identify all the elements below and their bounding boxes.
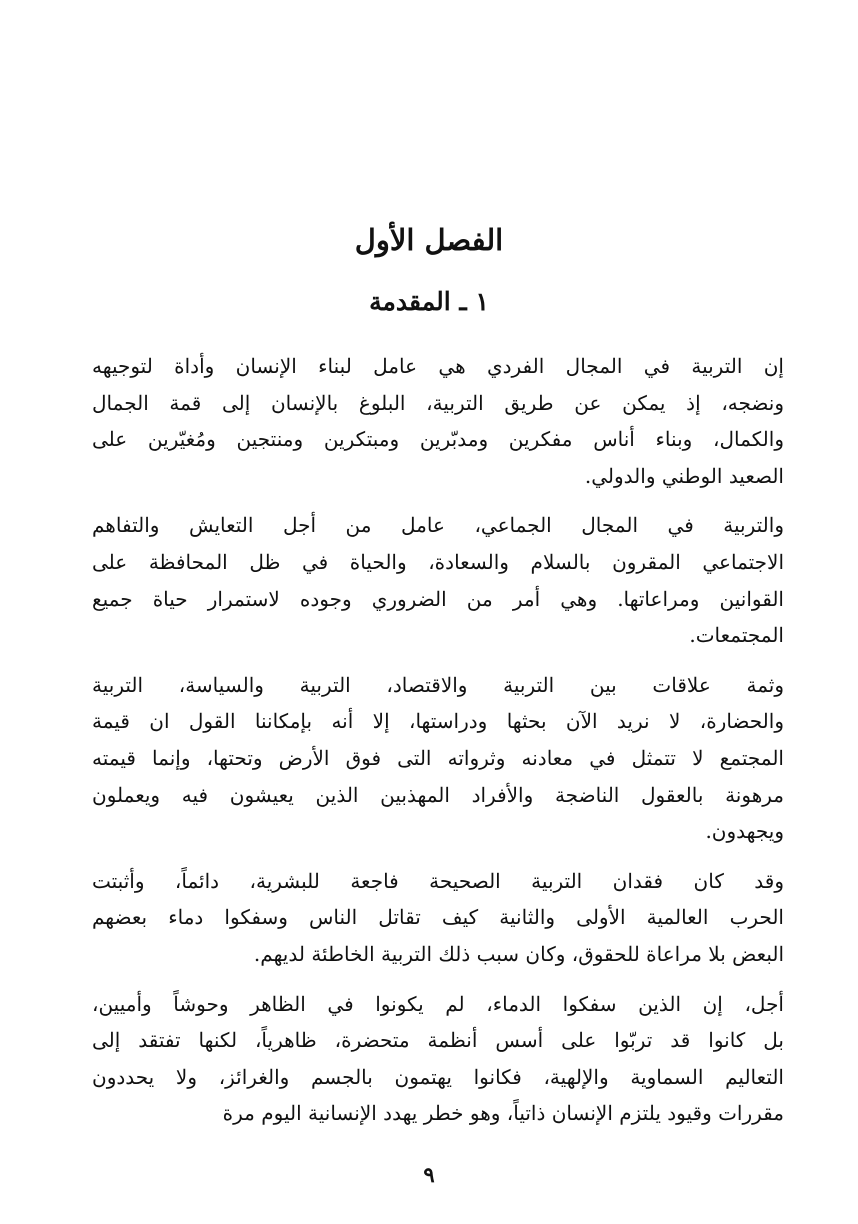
paragraph: [92, 863, 784, 973]
text-line: والحضارة، لا نريد الآن بحثها ودراستها، إلا أنه بإمكاننا القول ان قيمة: [92, 709, 784, 734]
text-line: وثمة علاقات بين التربية والاقتصاد، التربية والسياسة، التربية: [92, 672, 784, 697]
paragraph: [92, 348, 784, 494]
section-title: ١ ـ المقدمة: [369, 287, 489, 316]
text-line: التعاليم السماوية والإلهية، فكانوا يهتمون بالجسم والغرائز، ولا يحددون: [92, 1064, 784, 1089]
page-number: ٩: [423, 1162, 435, 1187]
text-line: ويجهدون.: [705, 819, 784, 844]
paragraph: [92, 986, 784, 1132]
text-line: مقررات وقيود يلتزم الإنسان ذاتياً، وهو خطر يهدد الإنسانية اليوم مرة: [222, 1101, 784, 1126]
text-line: الصعيد الوطني والدولي.: [584, 463, 784, 488]
text-line: القوانين ومراعاتها. وهي أمر من الضروري وجوده لاستمرار حياة جميع: [92, 586, 784, 611]
text-line: المجتمعات.: [689, 623, 784, 648]
text-line: البعض بلا مراعاة للحقوق، وكان سبب ذلك التربية الخاطئة لديهم.: [253, 941, 784, 966]
text-line: وقد كان فقدان التربية الصحيحة فاجعة للبشرية، دائماً، وأثبتت: [92, 868, 784, 893]
text-line: والتربية في المجال الجماعي، عامل من أجل التعايش والتفاهم: [92, 513, 784, 538]
paragraph: [92, 667, 784, 850]
text-line: المجتمع لا تتمثل في معادنه وثرواته التى فوق الأرض وتحتها، وإنما قيمته: [92, 745, 784, 770]
body-text: [92, 348, 784, 1145]
text-line: والكمال، وبناء أناس مفكرين ومدبّرين ومبتكرين ومنتجين ومُغيّرين على: [92, 427, 784, 452]
text-line: أجل، إن الذين سفكوا الدماء، لم يكونوا في الظاهر وحوشاً وأميين،: [92, 991, 784, 1016]
text-line: ونضجه، إذ يمكن عن طريق التربية، البلوغ بالإنسان إلى قمة الجمال: [92, 390, 784, 415]
text-line: مرهونة بالعقول الناضجة والأفراد المهذبين الذين يعيشون فيه ويعملون: [92, 782, 784, 807]
chapter-title: الفصل الأول: [354, 223, 504, 257]
text-line: إن التربية في المجال الفردي هي عامل لبناء الإنسان وأداة لتوجيهه: [92, 354, 784, 378]
paragraph: [92, 507, 784, 653]
text-line: الحرب العالمية الأولى والثانية كيف تقاتل الناس وسفكوا دماء بعضهم: [92, 905, 784, 930]
text-line: الاجتماعي المقرون بالسلام والسعادة، والحياة في ظل المحافظة على: [92, 549, 784, 574]
text-line: بل كانوا قد تربّوا على أسس أنظمة متحضرة، ظاهرياً، لكنها تفتقد إلى: [92, 1028, 784, 1053]
